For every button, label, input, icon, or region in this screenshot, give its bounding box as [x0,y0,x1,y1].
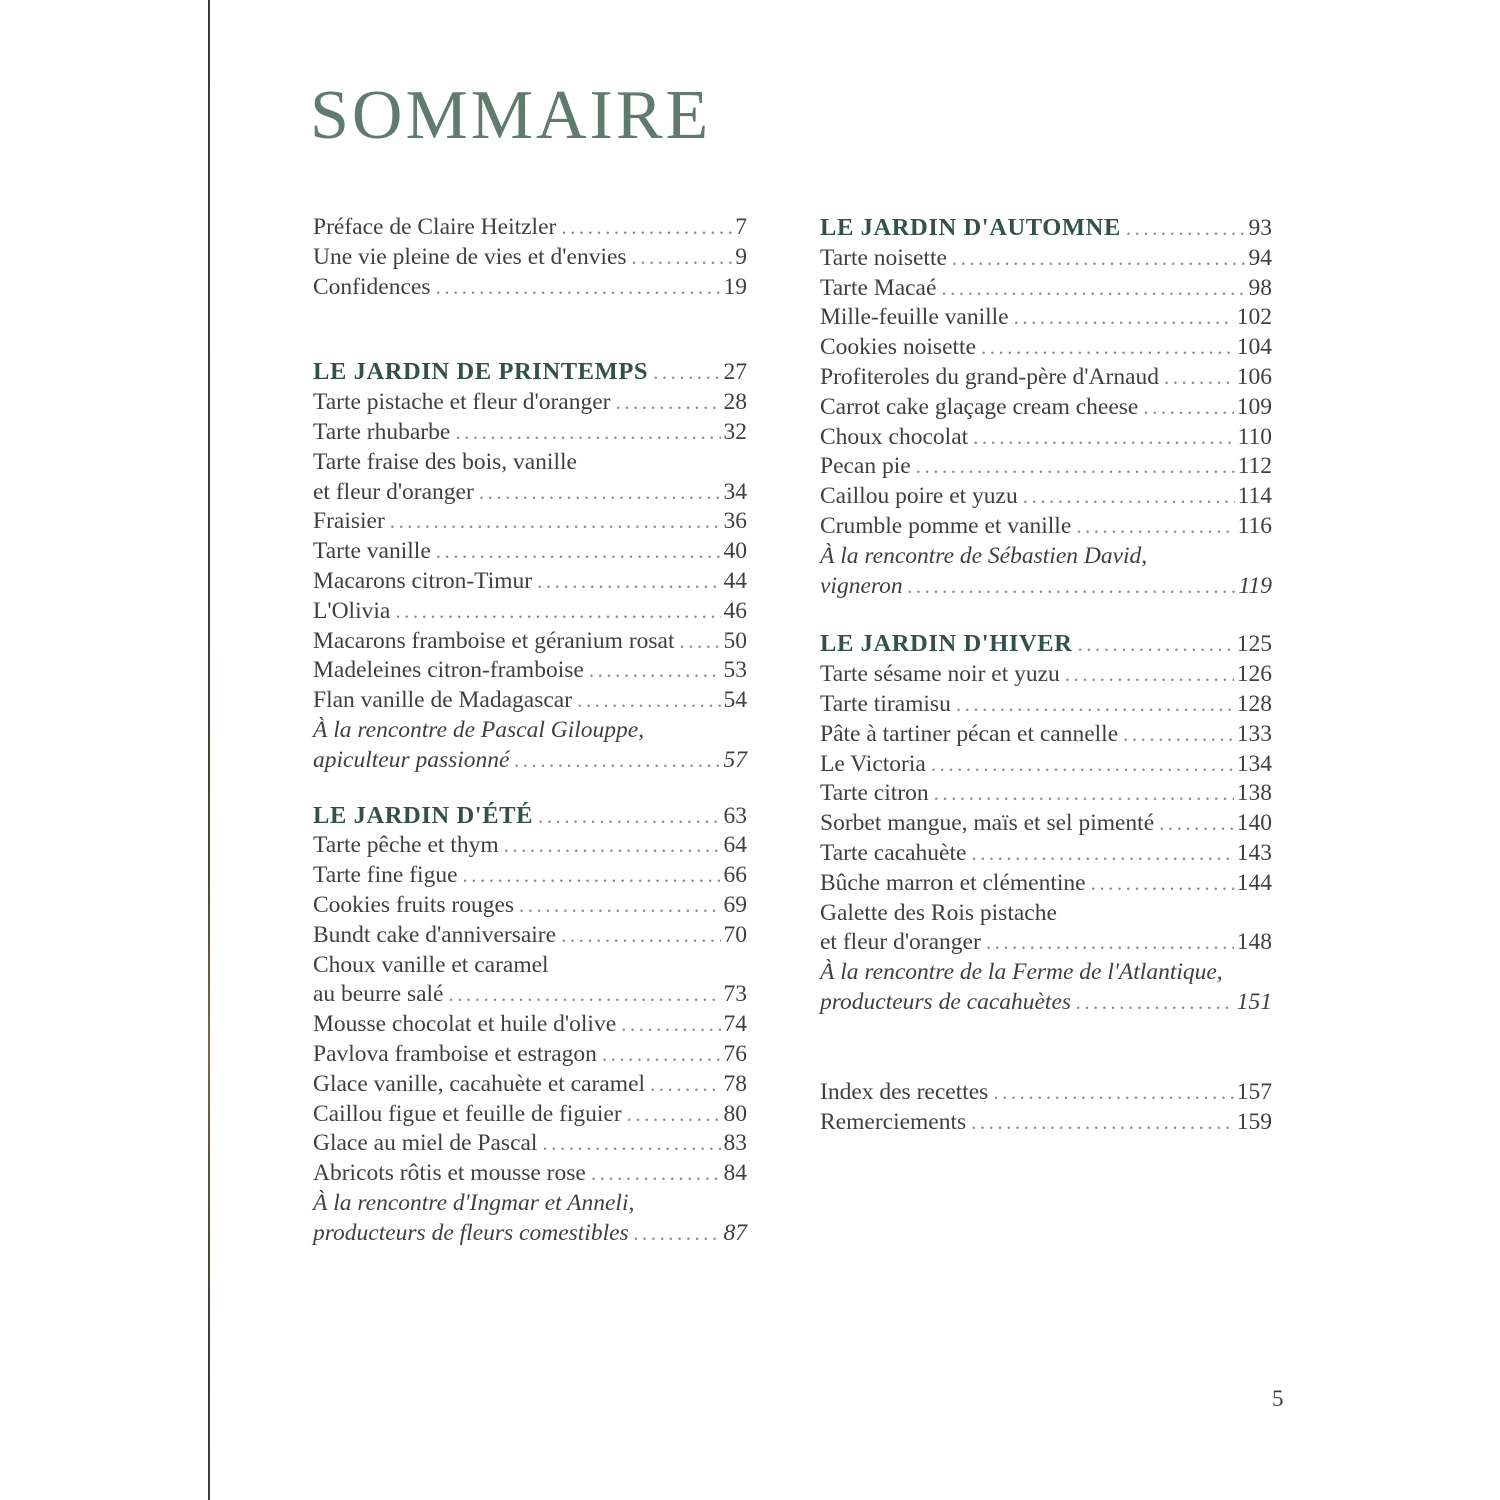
toc-entry-label: À la rencontre d'Ingmar et Anneli, [313,1189,635,1216]
toc-leader-dots [1023,482,1235,512]
toc-leader-dots [986,928,1234,958]
toc-entry-label: LE JARDIN D'AUTOMNE [820,214,1121,241]
toc-entry-label: Pâte à tartiner pécan et cannelle [820,720,1119,747]
toc-page-number: 64 [723,832,747,859]
toc-page-number: 134 [1236,750,1272,777]
page-edge-line [208,0,210,1500]
toc-entry-label: Bûche marron et clémentine [820,869,1086,896]
toc-page-number: 83 [723,1130,747,1157]
toc-page-number: 151 [1236,988,1272,1015]
toc-entry [313,243,747,273]
toc-entry-label: Tarte rhubarbe [313,418,451,445]
toc-section-heading [820,629,1272,660]
toc-leader-dots [514,746,720,776]
toc-entry [820,542,1272,572]
toc-entry [313,537,747,567]
toc-page-number: 157 [1236,1078,1272,1105]
toc-leader-dots [1076,512,1234,542]
toc-leader-dots [941,274,1245,304]
toc-entry [313,1219,747,1249]
toc-entry-label: au beurre salé [313,981,444,1008]
toc-section-heading [313,801,747,832]
toc-leader-dots [1164,363,1234,393]
toc-page-number: 116 [1237,512,1272,539]
toc-entry [313,861,747,891]
toc-leader-dots [916,452,1235,482]
toc-entry-label: Tarte vanille [313,538,431,565]
toc-page-number: 63 [723,802,747,829]
toc-entry [820,244,1272,274]
toc-leader-dots [981,333,1234,363]
toc-leader-dots [1065,660,1234,690]
toc-page-number: 112 [1237,453,1272,480]
toc-page-number: 32 [723,418,747,445]
toc-entry [820,512,1272,542]
toc-entry-label: apiculteur passionné [313,746,510,773]
toc-leader-dots [504,831,721,861]
toc-entry-label: Glace vanille, cacahuète et caramel [313,1070,646,1097]
toc-entry-label: Macarons framboise et géranium rosat [313,627,675,654]
toc-entry [820,482,1272,512]
toc-entry-label: producteurs de cacahuètes [820,988,1072,1015]
toc-column-left [313,213,747,1249]
toc-entry [820,1108,1272,1138]
toc-entry-label: Une vie pleine de vies et d'envies [313,243,627,270]
toc-entry-label: Tarte citron [820,780,929,807]
toc-page-number: 140 [1236,810,1272,837]
toc-leader-dots [1126,214,1246,244]
toc-entry-label: Tarte pistache et fleur d'oranger [313,389,611,416]
toc-page-number: 50 [723,627,747,654]
toc-page-number: 69 [723,891,747,918]
toc-leader-dots [908,572,1236,602]
toc-entry-label: Choux chocolat [820,423,969,450]
toc-entry-label: Cookies fruits rouges [313,891,515,918]
toc-leader-dots [1159,809,1234,839]
toc-entry-label: Fraisier [313,508,385,535]
toc-leader-dots [542,1129,720,1159]
toc-leader-dots [1091,869,1234,899]
toc-entry-label: Tarte pêche et thym [313,832,499,859]
toc-entry [313,597,747,627]
toc-entry-label: Mousse chocolat et huile d'olive [313,1011,617,1038]
toc-page-number: 78 [723,1070,747,1097]
toc-entry [820,720,1272,750]
toc-entry-label: Cookies noisette [820,334,976,361]
toc-leader-dots [1078,630,1234,660]
toc-page-number: 28 [723,389,747,416]
toc-page-number: 34 [723,478,747,505]
toc-leader-dots [971,839,1233,869]
toc-page-number: 114 [1237,483,1272,510]
toc-entry-label: Sorbet mangue, maïs et sel pimenté [820,810,1155,837]
toc-page-number: 57 [723,746,747,773]
toc-entry [313,1040,747,1070]
toc-page-number: 84 [723,1160,747,1187]
toc-entry [313,951,747,981]
toc-entry-label: Caillou figue et feuille de figuier [313,1100,622,1127]
toc-entry-label: Index des recettes [820,1078,989,1105]
toc-leader-dots [621,1010,720,1040]
toc-entry [313,1070,747,1100]
toc-entry [820,274,1272,304]
toc-entry-label: et fleur d'oranger [820,929,981,956]
toc-page-number: 74 [723,1011,747,1038]
toc-entry [820,809,1272,839]
toc-page-number: 66 [723,862,747,889]
toc-page-number: 46 [723,597,747,624]
toc-leader-dots [993,1078,1233,1108]
toc-leader-dots [952,244,1246,274]
toc-page-number: 128 [1236,690,1272,717]
toc-leader-dots [931,750,1234,780]
toc-entry [820,423,1272,453]
toc-entry-label: Crumble pomme et vanille [820,512,1072,539]
toc-leader-dots [1143,393,1233,423]
toc-entry [313,980,747,1010]
toc-page-number: 133 [1236,720,1272,747]
toc-page-number: 73 [723,981,747,1008]
toc-page-number: 126 [1236,661,1272,688]
toc-entry [313,478,747,508]
toc-leader-dots [519,891,720,921]
toc-entry-label: LE JARDIN D'ÉTÉ [313,801,534,829]
toc-leader-dots [591,1159,721,1189]
toc-page-number: 54 [723,687,747,714]
toc-entry [820,452,1272,482]
toc-entry [313,891,747,921]
toc-entry [820,303,1272,333]
toc-leader-dots [390,507,721,537]
toc-leader-dots [395,597,720,627]
toc-leader-dots [634,1219,721,1249]
toc-page-number: 70 [723,921,747,948]
toc-leader-dots [1076,988,1234,1018]
toc-entry [820,839,1272,869]
folio-page-number: 5 [1272,1386,1284,1411]
toc-entry [313,388,747,418]
toc-entry [820,660,1272,690]
toc-page-number: 109 [1236,393,1272,420]
toc-entry-label: Préface de Claire Heitzler [313,214,557,240]
toc-entry-label: À la rencontre de la Ferme de l'Atlantique, [820,959,1223,986]
toc-entry-label: Glace au miel de Pascal [313,1130,538,1157]
toc-entry [820,958,1272,988]
toc-entry-label: Macarons citron-Timur [313,567,533,594]
toc-page-number: 87 [723,1219,747,1246]
toc-page-number: 80 [723,1100,747,1127]
toc-leader-dots [602,1040,721,1070]
toc-leader-dots [479,478,721,508]
toc-entry [313,567,747,597]
toc-page-number: 9 [735,243,747,270]
toc-entry [820,750,1272,780]
toc-entry-label: Pecan pie [820,453,911,480]
toc-leader-dots [455,418,720,448]
toc-entry [313,716,747,746]
page-title: SOMMAIRE [310,77,712,154]
toc-page-number: 93 [1248,215,1272,241]
toc-entry-label: L'Olivia [313,597,391,624]
toc-entry [820,333,1272,363]
toc-entry [313,627,747,657]
toc-leader-dots [561,213,732,243]
toc-entry [820,572,1272,602]
toc-page-number: 40 [723,538,747,565]
toc-entry-label: producteurs de fleurs comestibles [313,1219,629,1246]
toc-entry-label: Carrot cake glaçage cream cheese [820,393,1139,420]
toc-page-number: 148 [1236,929,1272,956]
toc-section-gap [820,601,1272,629]
toc-page-number: 102 [1236,304,1272,331]
toc-page-number: 36 [723,508,747,535]
toc-section-gap [313,776,747,801]
toc-entry-label: Mille-feuille vanille [820,304,1009,331]
toc-entry [820,1078,1272,1108]
toc-entry-label: Tarte tiramisu [820,690,951,717]
toc-leader-dots [577,686,720,716]
toc-entry-label: Tarte fraise des bois, vanille [313,448,577,475]
toc-entry [820,928,1272,958]
toc-leader-dots [448,980,720,1010]
toc-entry [313,1129,747,1159]
toc-section-heading [820,213,1272,244]
toc-leader-dots [538,802,720,832]
toc-section-heading [313,357,747,388]
toc-page-number: 19 [723,273,747,300]
toc-entry [820,779,1272,809]
toc-entry-label: Tarte cacahuète [820,839,967,866]
toc-entry-label: LE JARDIN D'HIVER [820,630,1073,658]
toc-page-number: 110 [1237,423,1272,450]
toc-leader-dots [627,1100,721,1130]
toc-entry-label: Galette des Rois pistache [820,899,1057,926]
toc-page-number: 138 [1236,780,1272,807]
toc-leader-dots [680,627,721,657]
toc-section-gap [313,302,747,357]
toc-leader-dots [1014,303,1234,333]
toc-leader-dots [1123,720,1234,750]
toc-entry [313,448,747,478]
toc-leader-dots [653,358,720,388]
toc-page-number: 7 [735,214,747,240]
toc-entry-label: À la rencontre de Sébastien David, [820,542,1148,569]
toc-entry [820,690,1272,720]
toc-entry [820,363,1272,393]
toc-entry-label: et fleur d'oranger [313,478,474,505]
toc-entry [313,273,747,303]
toc-leader-dots [589,656,721,686]
toc-entry-label: À la rencontre de Pascal Gilouppe, [313,716,645,743]
toc-entry-label: Le Victoria [820,750,926,777]
toc-entry [313,656,747,686]
toc-entry [820,899,1272,929]
toc-entry-label: Remerciements [820,1108,967,1135]
toc-leader-dots [632,243,733,273]
toc-page-number: 144 [1236,869,1272,896]
toc-page-number: 53 [723,657,747,684]
toc-entry-label: vigneron [820,572,903,599]
toc-page-number: 27 [723,359,747,386]
toc-page-number: 143 [1236,839,1272,866]
toc-page-number: 119 [1238,572,1272,599]
toc-page-number: 125 [1236,631,1272,658]
toc-entry-label: Pavlova framboise et estragon [313,1040,597,1067]
toc-entry [313,418,747,448]
toc-page-number: 106 [1236,363,1272,390]
toc-entry-label: Tarte sésame noir et yuzu [820,661,1060,688]
toc-entry-label: Caillou poire et yuzu [820,483,1018,510]
toc-entry-label: Madeleines citron-framboise [313,657,584,684]
toc-entry-label: Profiteroles du grand-père d'Arnaud [820,363,1159,390]
toc-entry [820,869,1272,899]
toc-leader-dots [463,861,721,891]
toc-entry [313,1159,747,1189]
toc-entry-label: Flan vanille de Madagascar [313,687,573,714]
toc-entry [313,746,747,776]
toc-entry [313,1010,747,1040]
toc-leader-dots [956,690,1234,720]
toc-entry [313,1100,747,1130]
toc-column-right [820,213,1272,1137]
toc-page-number: 159 [1236,1108,1272,1135]
toc-entry [313,686,747,716]
toc-page-number: 98 [1248,274,1272,301]
toc-entry-label: Choux vanille et caramel [313,951,549,978]
toc-entry [313,831,747,861]
toc-page-number: 94 [1248,244,1272,271]
toc-entry [313,1189,747,1219]
toc-leader-dots [934,779,1234,809]
toc-entry-label: Abricots rôtis et mousse rose [313,1160,586,1187]
toc-leader-dots [973,423,1234,453]
toc-leader-dots [561,921,720,951]
toc-entry-label: LE JARDIN DE PRINTEMPS [313,358,649,386]
toc-entry [313,507,747,537]
toc-leader-dots [435,273,720,303]
toc-entry [313,921,747,951]
toc-leader-dots [971,1108,1234,1138]
toc-entry-label: Confidences [313,273,431,300]
toc-section-gap [820,1018,1272,1078]
toc-leader-dots [436,537,721,567]
toc-entry-label: Tarte fine figue [313,862,458,889]
toc-leader-dots [616,388,721,418]
toc-page-number: 76 [723,1040,747,1067]
toc-entry [820,988,1272,1018]
toc-entry [313,213,747,243]
toc-leader-dots [537,567,720,597]
toc-entry-label: Tarte noisette [820,244,947,271]
toc-entry-label: Tarte Macaé [820,274,937,301]
toc-entry [820,393,1272,423]
toc-page-number: 44 [723,567,747,594]
toc-page-number: 104 [1236,334,1272,361]
toc-leader-dots [650,1070,720,1100]
toc-entry-label: Bundt cake d'anniversaire [313,921,557,948]
